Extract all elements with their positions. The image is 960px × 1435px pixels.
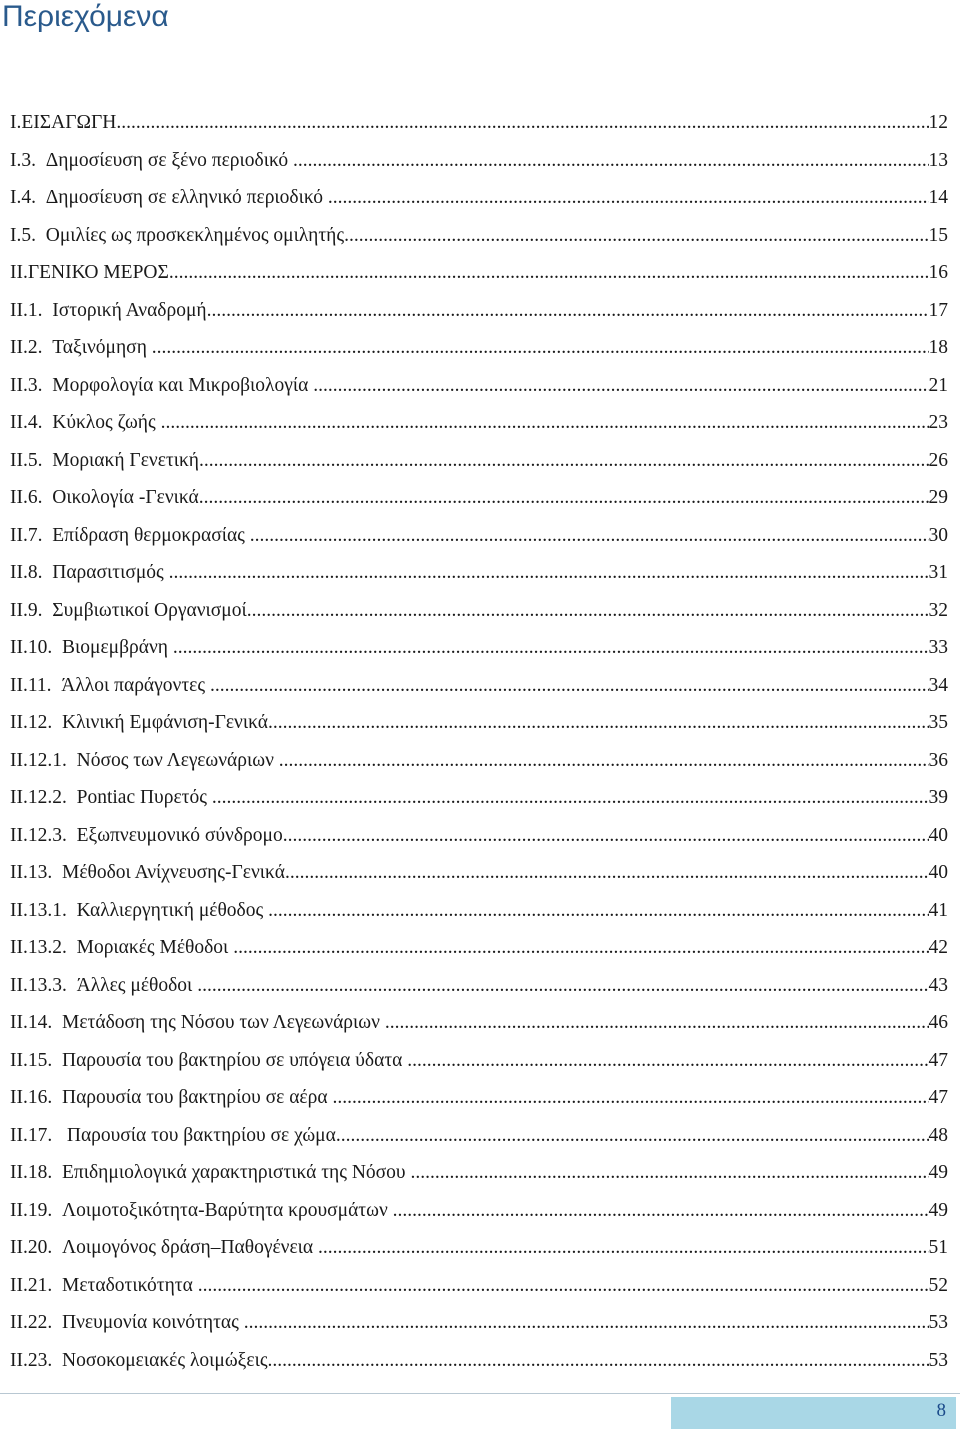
toc-entry-label[interactable]: II.ΓΕΝΙΚΟ ΜΕΡΟΣ bbox=[10, 262, 169, 283]
toc-entry[interactable] bbox=[10, 142, 948, 180]
toc-entry-page-number[interactable]: 46 bbox=[928, 1012, 948, 1033]
toc-entry-page-number[interactable]: 47 bbox=[928, 1049, 948, 1071]
toc-entry[interactable] bbox=[10, 854, 948, 892]
toc-dot-leader bbox=[279, 742, 929, 780]
toc-entry[interactable] bbox=[10, 554, 948, 592]
toc-entry-page-number[interactable]: 35 bbox=[928, 712, 948, 733]
toc-entry[interactable] bbox=[10, 929, 948, 967]
toc-entry[interactable] bbox=[10, 217, 948, 255]
toc-dot-leader bbox=[318, 1229, 929, 1267]
toc-dot-leader bbox=[207, 292, 929, 330]
toc-dot-leader bbox=[344, 217, 928, 255]
toc-dot-leader bbox=[385, 1004, 929, 1042]
toc-dot-leader bbox=[173, 629, 929, 667]
toc-entry-page-number[interactable]: 42 bbox=[928, 937, 948, 958]
toc-dot-leader bbox=[199, 479, 929, 517]
toc-entry-page-number[interactable]: 16 bbox=[928, 262, 948, 283]
toc-dot-leader bbox=[410, 1154, 928, 1192]
toc-dot-leader bbox=[161, 404, 929, 442]
toc-dot-leader bbox=[212, 779, 929, 817]
toc-entry-label[interactable]: II.21. Μεταδοτικότητα bbox=[10, 1274, 198, 1296]
toc-entry-label[interactable]: I.3. Δημοσίευση σε ξένο περιοδικό bbox=[10, 149, 293, 171]
toc-entry[interactable] bbox=[10, 479, 948, 517]
toc-entry-label[interactable]: II.13.2. Μοριακές Μέθοδοι bbox=[10, 937, 234, 958]
toc-entry-label[interactable]: II.13.1. Καλλιεργητική μέθοδος bbox=[10, 899, 269, 921]
toc-entry[interactable] bbox=[10, 667, 948, 705]
toc-entry-page-number[interactable]: 43 bbox=[928, 974, 948, 996]
page-number-badge bbox=[671, 1397, 956, 1429]
toc-entry-page-number[interactable]: 31 bbox=[928, 562, 948, 583]
toc-entry-page-number[interactable]: 33 bbox=[928, 637, 948, 658]
toc-dot-leader bbox=[169, 254, 929, 292]
toc-entry-page-number[interactable]: 29 bbox=[928, 487, 948, 508]
toc-entry-label[interactable]: II.12.1. Νόσος των Λεγεωνάριων bbox=[10, 749, 279, 771]
toc-entry-page-number[interactable]: 26 bbox=[928, 449, 948, 471]
toc-entry-page-number[interactable]: 13 bbox=[928, 149, 948, 171]
toc-entry-label[interactable]: II.10. Βιομεμβράνη bbox=[10, 637, 173, 658]
toc-entry[interactable] bbox=[10, 404, 948, 442]
toc-entry-page-number[interactable]: 39 bbox=[928, 787, 948, 808]
toc-entry[interactable] bbox=[10, 592, 948, 630]
toc-dot-leader bbox=[199, 442, 929, 480]
toc-dot-leader bbox=[247, 592, 929, 630]
toc-entry[interactable] bbox=[10, 892, 948, 930]
toc-entry-page-number[interactable]: 53 bbox=[928, 1312, 948, 1333]
toc-entry-page-number[interactable]: 14 bbox=[928, 187, 948, 208]
toc-entry-label[interactable]: II.12. Κλινική Εμφάνιση-Γενικά bbox=[10, 712, 268, 733]
toc-entry-label[interactable]: II.4. Κύκλος ζωής bbox=[10, 412, 161, 433]
toc-entry-page-number[interactable]: 51 bbox=[928, 1237, 948, 1258]
toc-entry-page-number[interactable]: 53 bbox=[928, 1349, 948, 1371]
toc-dot-leader bbox=[244, 1304, 929, 1342]
toc-entry-page-number[interactable]: 15 bbox=[928, 224, 948, 246]
toc-entry[interactable] bbox=[10, 1342, 948, 1380]
toc-dot-leader bbox=[116, 104, 928, 142]
toc-dot-leader bbox=[293, 142, 929, 180]
toc-dot-leader bbox=[198, 1267, 929, 1305]
toc-entry-page-number[interactable]: 41 bbox=[928, 899, 948, 921]
toc-entry-page-number[interactable]: 48 bbox=[928, 1124, 948, 1146]
toc-dot-leader bbox=[332, 1079, 928, 1117]
toc-entry[interactable] bbox=[10, 629, 948, 667]
toc-entry[interactable] bbox=[10, 104, 948, 142]
toc-entry[interactable] bbox=[10, 779, 948, 817]
toc-entry-label[interactable]: II.14. Μετάδοση της Νόσου των Λεγεωνάριων bbox=[10, 1012, 385, 1033]
toc-entry-label[interactable]: II.18. Επιδημιολογικά χαρακτηριστικά της Νόσου bbox=[10, 1162, 411, 1183]
toc-entry-label[interactable]: II.13. Μέθοδοι Ανίχνευσης-Γενικά bbox=[10, 862, 285, 883]
toc-entry-page-number[interactable]: 32 bbox=[928, 599, 948, 621]
toc-entry-page-number[interactable]: 21 bbox=[928, 374, 948, 396]
toc-entry[interactable] bbox=[10, 817, 948, 855]
toc-entry-label[interactable]: II.15. Παρουσία του βακτηρίου σε υπόγεια ύδατα bbox=[10, 1049, 408, 1071]
toc-dot-leader bbox=[268, 892, 928, 930]
toc-entry-label[interactable]: II.11. Άλλοι παράγοντες bbox=[10, 674, 210, 696]
toc-entry[interactable] bbox=[10, 1042, 948, 1080]
toc-entry-label[interactable]: II.20. Λοιμογόνος δράση–Παθογένεια bbox=[10, 1237, 318, 1258]
toc-entry[interactable] bbox=[10, 967, 948, 1005]
toc-entry-page-number[interactable]: 40 bbox=[928, 862, 948, 883]
toc-entry[interactable] bbox=[10, 254, 948, 292]
toc-entry-label[interactable]: II.6. Οικολογία -Γενικά bbox=[10, 487, 199, 508]
toc-entry[interactable] bbox=[10, 1004, 948, 1042]
toc-entry-page-number[interactable]: 49 bbox=[928, 1162, 948, 1183]
toc-entry-page-number[interactable]: 47 bbox=[928, 1087, 948, 1108]
toc-dot-leader bbox=[169, 554, 929, 592]
toc-dot-leader bbox=[233, 929, 928, 967]
table-of-contents bbox=[10, 104, 948, 1379]
toc-entry-label[interactable]: I.4. Δημοσίευση σε ελληνικό περιοδικό bbox=[10, 187, 328, 208]
toc-dot-leader bbox=[210, 667, 929, 705]
toc-dot-leader bbox=[313, 367, 928, 405]
toc-entry[interactable] bbox=[10, 1154, 948, 1192]
toc-entry-page-number[interactable]: 18 bbox=[928, 337, 948, 358]
toc-dot-leader bbox=[328, 179, 929, 217]
page-number: 8 bbox=[936, 1400, 946, 1421]
toc-entry[interactable] bbox=[10, 292, 948, 330]
toc-dot-leader bbox=[197, 967, 928, 1005]
toc-entry-page-number[interactable]: 23 bbox=[928, 412, 948, 433]
toc-entry[interactable] bbox=[10, 1117, 948, 1155]
page-title: Περιεχόμενα bbox=[2, 0, 169, 33]
toc-entry-page-number[interactable]: 30 bbox=[928, 524, 948, 546]
toc-entry[interactable] bbox=[10, 329, 948, 367]
toc-entry-page-number[interactable]: 17 bbox=[928, 299, 948, 321]
toc-entry[interactable] bbox=[10, 1079, 948, 1117]
toc-entry-label[interactable]: II.22. Πνευμονία κοινότητας bbox=[10, 1312, 244, 1333]
toc-entry[interactable] bbox=[10, 442, 948, 480]
toc-entry-label[interactable]: II.17. Παρουσία του βακτηρίου σε χώμα bbox=[10, 1124, 336, 1146]
toc-entry-label[interactable]: I.ΕΙΣΑΓΩΓΗ bbox=[10, 112, 117, 133]
toc-entry-page-number[interactable]: 52 bbox=[928, 1274, 948, 1296]
toc-dot-leader bbox=[285, 854, 929, 892]
toc-dot-leader bbox=[250, 517, 929, 555]
toc-entry-page-number[interactable]: 12 bbox=[928, 112, 948, 133]
toc-entry[interactable] bbox=[10, 1229, 948, 1267]
toc-entry-label[interactable]: I.5. Ομιλίες ως προσκεκλημένος ομιλητής bbox=[10, 224, 345, 246]
toc-entry-label[interactable]: II.23. Νοσοκομειακές λοιμώξεις bbox=[10, 1349, 268, 1371]
toc-entry-label[interactable]: II.12.2. Pontiac Πυρετός bbox=[10, 787, 212, 808]
toc-entry-label[interactable]: II.12.3. Εξωπνευμονικό σύνδρομο bbox=[10, 824, 283, 846]
toc-dot-leader bbox=[268, 704, 929, 742]
toc-entry[interactable] bbox=[10, 517, 948, 555]
toc-entry[interactable] bbox=[10, 179, 948, 217]
toc-dot-leader bbox=[268, 1342, 929, 1380]
toc-entry[interactable] bbox=[10, 704, 948, 742]
toc-entry-page-number[interactable]: 34 bbox=[928, 674, 948, 696]
toc-entry[interactable] bbox=[10, 1267, 948, 1305]
toc-entry[interactable] bbox=[10, 742, 948, 780]
toc-entry-label[interactable]: II.9. Συμβιωτικοί Οργανισμοί bbox=[10, 599, 247, 621]
toc-entry[interactable] bbox=[10, 1192, 948, 1230]
toc-dot-leader bbox=[336, 1117, 929, 1155]
toc-entry-page-number[interactable]: 36 bbox=[928, 749, 948, 771]
toc-entry[interactable] bbox=[10, 367, 948, 405]
toc-entry-label[interactable]: II.3. Μορφολογία και Μικροβιολογία bbox=[10, 374, 314, 396]
toc-dot-leader bbox=[407, 1042, 928, 1080]
footer-divider bbox=[0, 1393, 960, 1394]
toc-entry-label[interactable]: II.16. Παρουσία του βακτηρίου σε αέρα bbox=[10, 1087, 333, 1108]
toc-dot-leader bbox=[152, 329, 929, 367]
toc-dot-leader bbox=[393, 1192, 929, 1230]
toc-entry-label[interactable]: II.1. Ιστορική Αναδρομή bbox=[10, 299, 207, 321]
toc-dot-leader bbox=[283, 817, 929, 855]
toc-entry-label[interactable]: II.7. Επίδραση θερμοκρασίας bbox=[10, 524, 250, 546]
toc-entry-label[interactable]: II.5. Μοριακή Γενετική bbox=[10, 449, 199, 471]
toc-entry-label[interactable]: II.8. Παρασιτισμός bbox=[10, 562, 169, 583]
toc-entry-label[interactable]: II.19. Λοιμοτοξικότητα-Βαρύτητα κρουσμάτων bbox=[10, 1199, 393, 1221]
toc-entry-page-number[interactable]: 40 bbox=[928, 824, 948, 846]
toc-entry-label[interactable]: II.13.3. Άλλες μέθοδοι bbox=[10, 974, 198, 996]
toc-entry-label[interactable]: II.2. Ταξινόμηση bbox=[10, 337, 152, 358]
toc-entry-page-number[interactable]: 49 bbox=[928, 1199, 948, 1221]
toc-entry[interactable] bbox=[10, 1304, 948, 1342]
